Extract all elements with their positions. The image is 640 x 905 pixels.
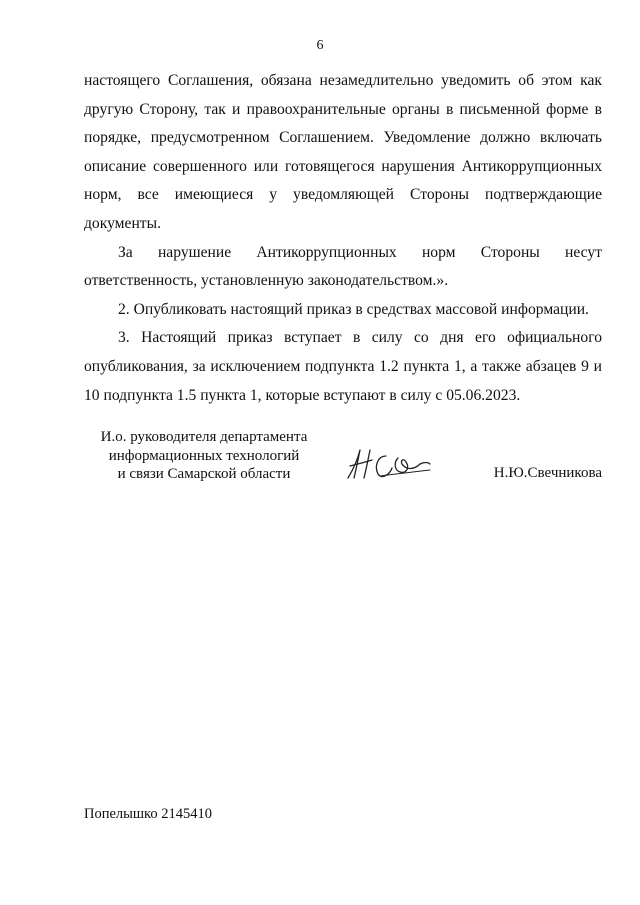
paragraph-continuation: настоящего Соглашения, обязана незамедлительно уведомить об этом как другую Сторону, так и правоохранительные органы в письменной форме в порядке, предусмотренном Соглашением. Уведомление должно включать описание совершенного или готовящегося нарушения Антикоррупционных норм, все имеющиеся у уведомляющей Стороны подтверждающие документы. <box>84 72 602 232</box>
handwritten-signature <box>340 444 432 484</box>
signatory-name: Н.Ю.Свечникова <box>493 465 602 481</box>
signatory-position <box>84 428 324 484</box>
paragraph-liability: За нарушение Антикоррупционных норм Стороны несут ответственность, установленную законодательством.». <box>84 243 602 290</box>
document-body <box>84 67 602 410</box>
signature-block <box>84 428 602 488</box>
page-number: 6 <box>316 38 324 53</box>
position-line-3: и связи Самарской области <box>117 466 291 482</box>
paragraph-item-3: 3. Настоящий приказ вступает в силу со дня его официального опубликования, за исключением подпункта 1.2 пункта 1, а также абзацев 9 и 10 подпункта 1.5 пункта 1, которые вступают в силу с 05.06.2023. <box>84 329 602 404</box>
paragraph-item-2: 2. Опубликовать настоящий приказ в средствах массовой информации. <box>118 300 589 318</box>
position-line-1: И.о. руководителя департамента <box>100 429 308 445</box>
position-line-2: информационных технологий <box>108 447 300 464</box>
executor-contact: Попелышко 2145410 <box>84 806 212 822</box>
